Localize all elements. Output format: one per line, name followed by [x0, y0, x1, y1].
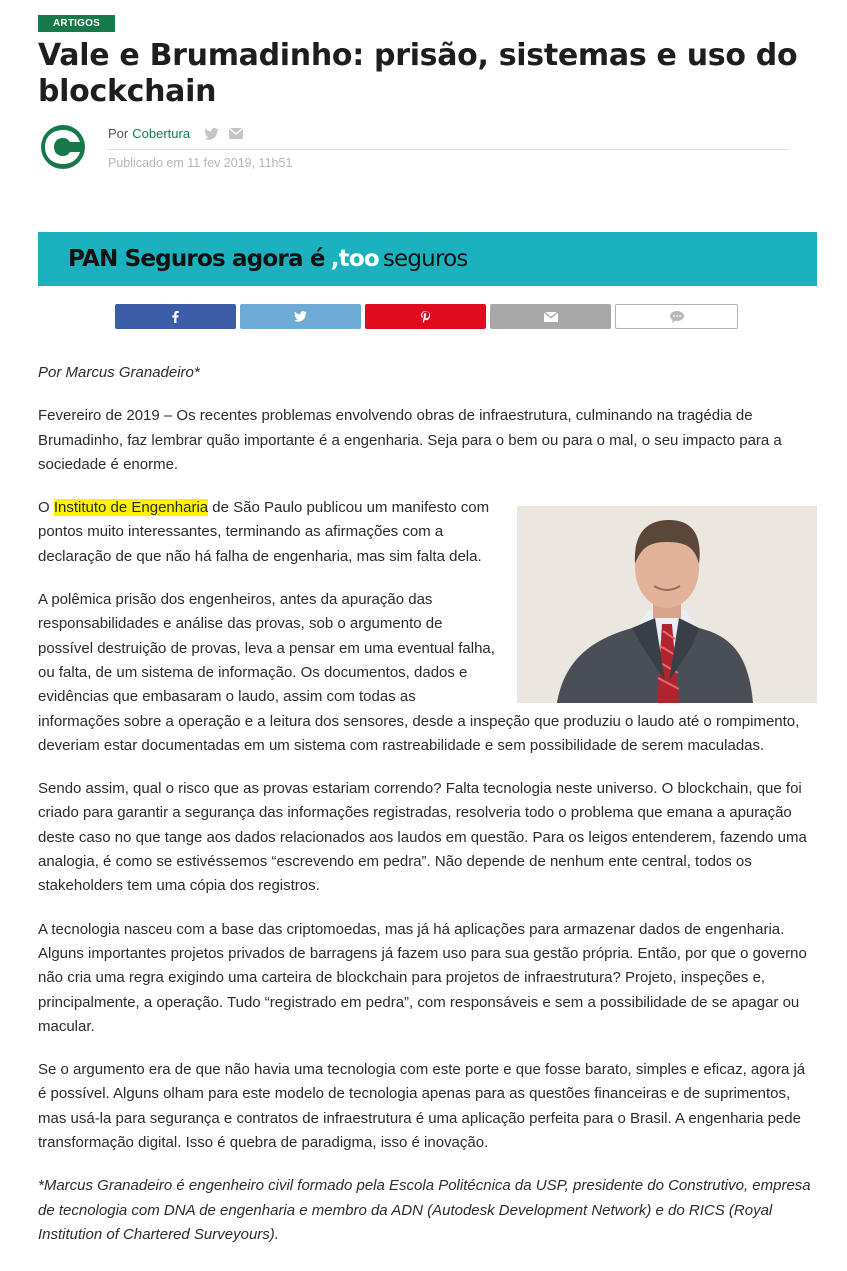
paragraph-2-rest: de São Paulo publicou um manifesto com pontos muito interessantes, terminando as afirmações com a declaração de que não há falha de engenharia, mas sim falta dela.: [38, 499, 490, 565]
facebook-icon: [172, 311, 179, 323]
share-twitter-button[interactable]: [240, 304, 361, 329]
author-photo: [517, 506, 817, 703]
mail-icon: [544, 312, 558, 322]
paragraph-2-start: O: [38, 499, 54, 517]
author-avatar[interactable]: [40, 124, 86, 170]
meta-divider: [108, 149, 788, 150]
twitter-icon: [294, 311, 307, 322]
article-body: [38, 361, 817, 1266]
paragraph-5: A tecnologia nasceu com a base das criptomoedas, mas já há aplicações para armazenar dados de engenharia. Alguns importantes projetos privados de barragens já fazem uso para sua gestão própria. Então, por que o governo não cria uma regra exigindo uma carteira de blockchain para projetos de infraestrutura? Projeto, inspeções e, principalmente, a operação. Tudo “registrado em pedra”, com responsáveis e sem a possibilidade de se apagar ou macular.: [38, 920, 807, 1035]
author-bio: *Marcus Granadeiro é engenheiro civil formado pela Escola Politécnica da USP, presidente do Construtivo, empresa de tecnologia com DNA de engenharia e membro da ADN (Autodesk Development Network) e do RICS (Royal Institution of Chartered Surveyours).: [38, 1177, 811, 1243]
author-link[interactable]: Cobertura: [132, 126, 191, 141]
category-badge[interactable]: ARTIGOS: [38, 15, 115, 32]
article-byline: Por Marcus Granadeiro*: [38, 364, 200, 381]
ad-brand: ,too: [330, 246, 379, 272]
mail-icon[interactable]: [229, 128, 243, 139]
advertisement-banner[interactable]: [38, 232, 817, 286]
pinterest-icon: [421, 311, 430, 323]
site-logo-icon: [40, 124, 86, 170]
byline: [108, 126, 243, 141]
comment-icon: [670, 311, 684, 323]
published-date: Publicado em 11 fev 2019, 11h51: [108, 156, 293, 170]
author-portrait-image: [517, 506, 817, 703]
instituto-engenharia-link[interactable]: Instituto de Engenharia: [53, 499, 209, 517]
paragraph-4: Sendo assim, qual o risco que as provas estariam correndo? Falta tecnologia neste universo. O blockchain, que foi criado para garantir a segurança das informações registradas, resolveria todo o problema que emana a apuração deste caso no que tange aos dados relacionados aos laudos em questão. Para os leigos entenderem, fazendo uma analogia, é como se estivéssemos “escrevendo em pedra”. Não depende de nenhum ente central, todos os stakeholders tem uma cópia dos registros.: [38, 780, 807, 895]
share-facebook-button[interactable]: [115, 304, 236, 329]
ad-brand-suffix: seguros: [382, 246, 468, 272]
comments-button[interactable]: [615, 304, 738, 329]
paragraph-3: A polêmica prisão dos engenheiros, antes da apuração das responsabilidades e análise das provas, sob o argumento de possível destruição de provas, leva a pensar em uma eventual falha, ou falta, de um sistema de informação. Os documentos, dados e evidências que embasaram o laudo, assim com todas as informações sobre a operação e a leitura dos sensores, desde a inspeção que produziu o laudo até o rompimento, deveriam estar documentadas em um sistema com rastreabilidade e sem possibilidade de serem maculadas.: [38, 591, 800, 754]
twitter-icon[interactable]: [204, 128, 219, 140]
article-title: Vale e Brumadinho: prisão, sistemas e uso do blockchain: [38, 38, 798, 109]
share-pinterest-button[interactable]: [365, 304, 486, 329]
ad-headline: PAN Seguros agora é: [68, 246, 325, 272]
paragraph-6: Se o argumento era de que não havia uma tecnologia com este porte e que fosse barato, simples e eficaz, agora já é possível. Alguns olham para este modelo de tecnologia apenas para as questões financeiras e de suprimentos, mas usá-la para segurança e contratos de infraestrutura é uma aplicação perfeita para o Brasil. A engenharia pede transformação digital. Isso é quebra de paradigma, isso é inovação.: [38, 1061, 806, 1152]
paragraph-1: Fevereiro de 2019 – Os recentes problemas envolvendo obras de infraestrutura, culminando na tragédia de Brumadinho, faz lembrar quão importante é a engenharia. Seja para o bem ou para o mal, o seu impacto para a sociedade é enorme.: [38, 407, 782, 473]
by-prefix: Por: [108, 126, 129, 141]
share-bar: [115, 304, 738, 329]
share-email-button[interactable]: [490, 304, 611, 329]
